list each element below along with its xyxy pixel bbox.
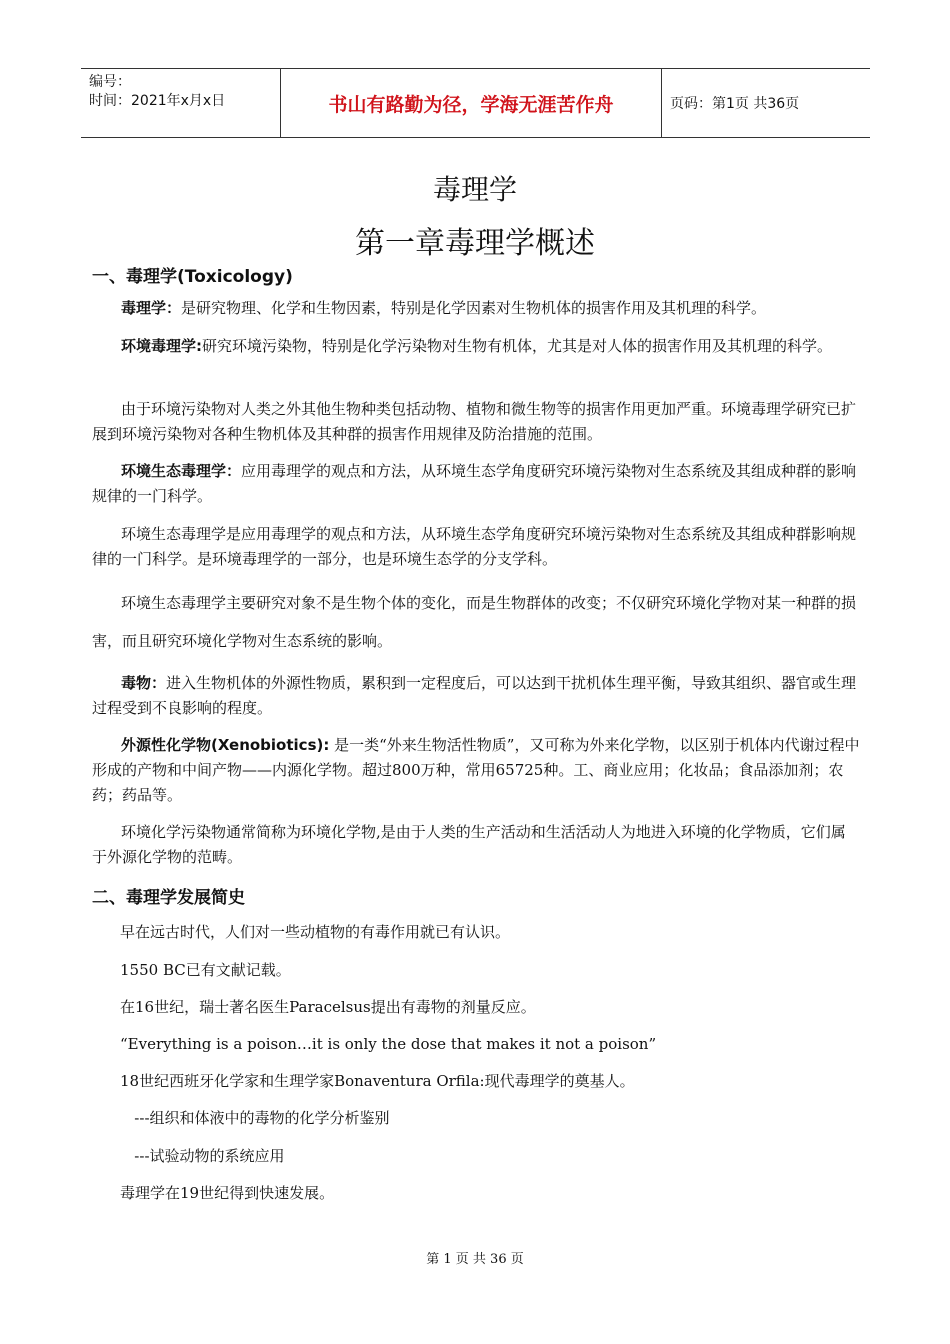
- term: 环境生态毒理学：: [121, 462, 242, 480]
- paragraph: 环境生态毒理学主要研究对象不是生物个体的变化，而是生物群体的改变；不仅研究环境化学物对某一种群的损害，而且研究环境化学物对生态系统的影响。: [92, 594, 857, 650]
- section-2-heading: 二、毒理学发展简史: [92, 888, 245, 908]
- paragraph: 环境生态毒理学是应用毒理学的观点和方法，从环境生态学角度研究环境污染物对生态系统及其组成种群影响规律的一门科学。是环境毒理学的一部分，也是环境生态学的分支学科。: [92, 525, 857, 568]
- history-line: 毒理学在19世纪得到快速发展。: [120, 1184, 335, 1202]
- document-title: 毒理学: [432, 173, 517, 206]
- term: 毒理学：: [121, 299, 182, 317]
- paragraph: 外源性化学物(Xenobiotics): 是一类“外来生物活性物质”，又可称为外来化学物，以区别于机体内代谢过程中形成的产物和中间产物——内源化学物。超过800万种，常用65725种。工、商业应用；化妆品；食品添加剂；农药；药品等。: [92, 736, 860, 804]
- history-line: 在16世纪，瑞士著名医生Paracelsus提出有毒物的剂量反应。: [120, 998, 536, 1016]
- paragraph: 环境毒理学:研究环境污染物，特别是化学污染物对生物有机体，尤其是对人体的损害作用及其机理的科学。: [121, 337, 833, 355]
- term: 环境毒理学:: [121, 337, 202, 355]
- term: 毒物：: [121, 674, 167, 692]
- header-page-info: 页码：第1页 共36页: [670, 96, 800, 112]
- paragraph: 由于环境污染物对人类之外其他生物种类包括动物、植物和微生物等的损害作用更加严重。环境毒理学研究已扩展到环境污染物对各种生物机体及其种群的损害作用规律及防治措施的范围。: [92, 400, 857, 443]
- history-line: ---组织和体液中的毒物的化学分析鉴别: [120, 1109, 390, 1127]
- term: 外源性化学物(Xenobiotics):: [121, 736, 330, 754]
- paragraph: 环境生态毒理学：应用毒理学的观点和方法，从环境生态学角度研究环境污染物对生态系统及其组成种群的影响规律的一门科学。: [92, 462, 857, 505]
- section-1-heading: 一、毒理学(Toxicology): [92, 267, 293, 287]
- history-line: 1550 BC已有文献记载。: [120, 961, 291, 979]
- history-line: ---试验动物的系统应用: [120, 1147, 285, 1165]
- history-line: 早在远古时代，人们对一些动植物的有毒作用就已有认识。: [120, 923, 511, 941]
- paragraph: 环境化学污染物通常简称为环境化学物,是由于人类的生产活动和生活活动人为地进入环境的化学物质，它们属于外源化学物的范畴。: [92, 823, 846, 866]
- chapter-title: 第一章毒理学概述: [355, 226, 595, 261]
- number-label: 编号：: [89, 74, 131, 90]
- history-line: “Everything is a poison…it is only the dose that makes it not a poison”: [120, 1035, 657, 1053]
- header-meta: [81, 69, 281, 137]
- page-footer: 第 1 页 共 36 页: [426, 1252, 524, 1267]
- time-label: 时间：2021年x月x日: [89, 93, 226, 109]
- paragraph: 毒理学：是研究物理、化学和生物因素，特别是化学因素对生物机体的损害作用及其机理的科学。: [121, 299, 767, 317]
- paragraph: 毒物：进入生物机体的外源性物质，累积到一定程度后，可以达到干扰机体生理平衡，导致其组织、器官或生理过程受到不良影响的程度。: [92, 674, 857, 717]
- history-line: 18世纪西班牙化学家和生理学家Bonaventura Orfila:现代毒理学的奠基人。: [120, 1072, 635, 1090]
- header-motto: 书山有路勤为径，学海无涯苦作舟: [281, 69, 662, 137]
- page-header: [81, 68, 870, 138]
